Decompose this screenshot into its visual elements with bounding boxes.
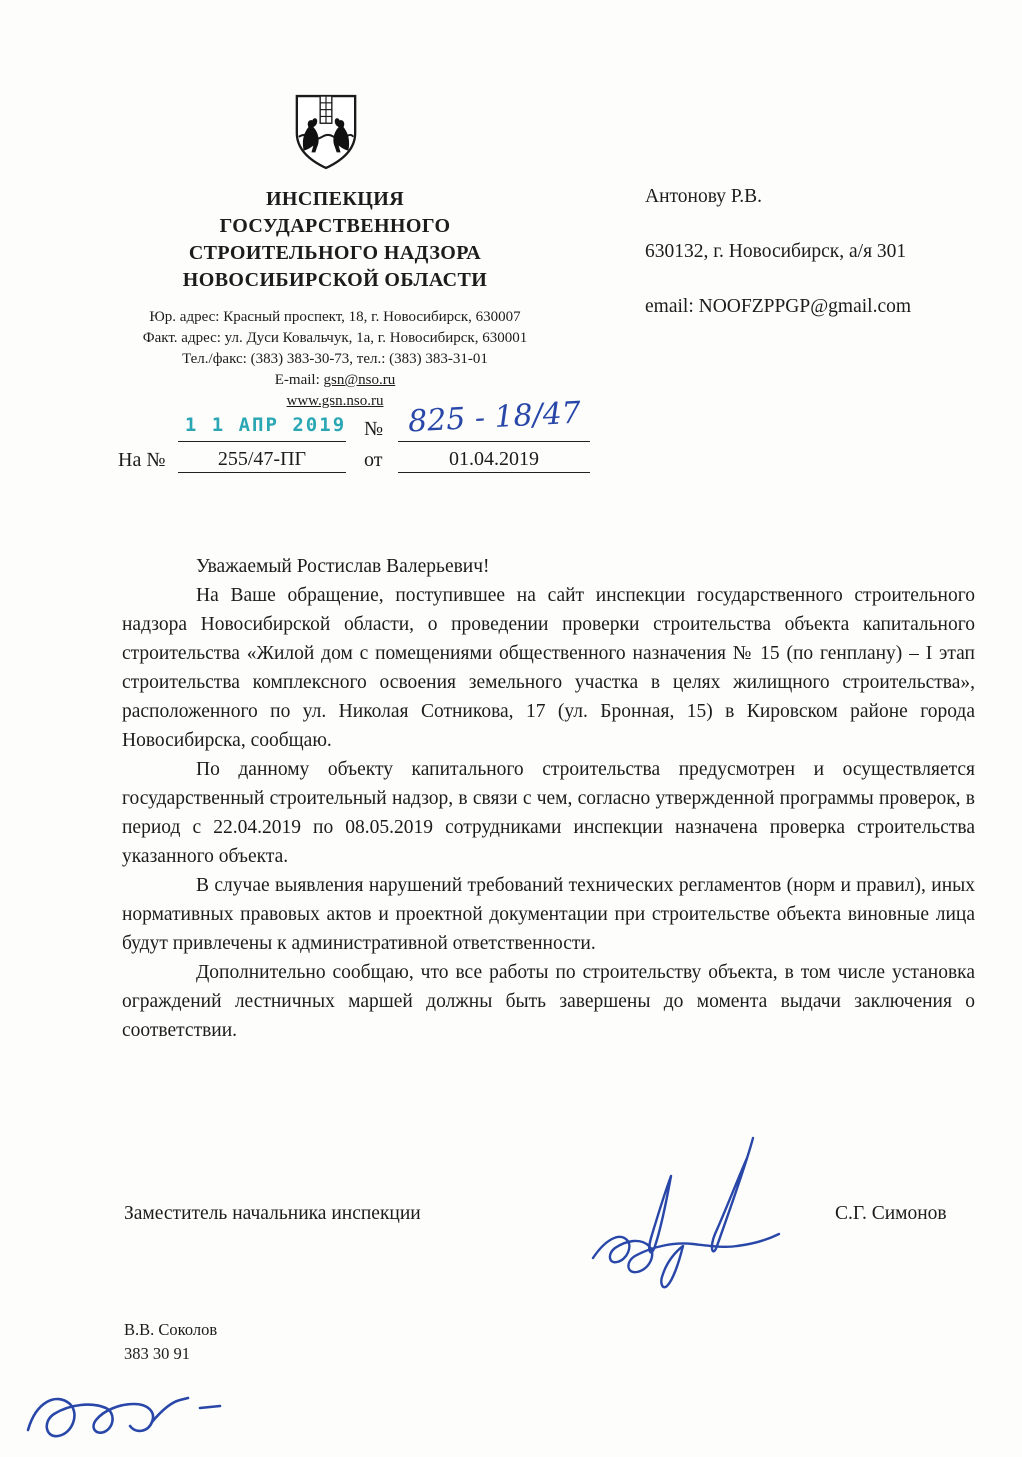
salutation: Уважаемый Ростислав Валерьевич! [196, 556, 490, 577]
executor-name: В.В. Соколов [124, 1320, 218, 1339]
legal-address: Юр. адрес: Красный проспект, 18, г. Новосибирск, 630007 [149, 309, 521, 325]
paragraph-4: Дополнительно сообщаю, что все работы по строительству объекта, в том числе установка ограждений лестничных маршей должны быть завершены до момента выдачи заключения о соответствии. [122, 962, 975, 1041]
incoming-number: 255/47-ПГ [217, 448, 307, 470]
executor-phone: 383 30 91 [124, 1344, 190, 1363]
recipient-block [645, 186, 985, 351]
incoming-date: 01.04.2019 [449, 448, 539, 470]
registration-date-stamp: 1 1 АПР 2019 [184, 414, 347, 436]
org-website-link: www.gsn.nso.ru [286, 393, 384, 409]
paragraph-2: По данному объекту капитального строительства предусмотрен и осуществляется государственный строительный надзор, в связи с чем, согласно утвержденной программы проверок, в период с 22.04.2019 по 08.05.2019 сотрудниками инспекции назначена проверка строительства указанного объекта. [122, 759, 975, 867]
letter-body [122, 552, 975, 1045]
underline [178, 441, 346, 442]
signer-position: Заместитель начальника инспекции [124, 1203, 421, 1224]
org-email-link: gsn@nso.ru [323, 372, 396, 388]
org-email-row [85, 370, 585, 391]
org-contacts [85, 307, 585, 412]
recipient-name: Антонову Р.В. [645, 186, 763, 207]
org-name [85, 186, 585, 294]
paragraph-3: В случае выявления нарушений требований технических регламентов (норм и правил), иных нормативных правовых актов и проектной документации при строительстве объекта виновные лица будут привлечены к административной ответственности. [122, 875, 975, 954]
signer-name: С.Г. Симонов [835, 1203, 947, 1224]
org-name-line-4: НОВОСИБИРСКОЙ ОБЛАСТИ [182, 269, 488, 291]
underline [398, 441, 590, 442]
email-label: E-mail: [274, 372, 324, 388]
letterhead [85, 186, 585, 412]
coat-of-arms-icon [291, 92, 361, 172]
org-phone: Тел./факс: (383) 383-30-73, тел.: (383) 383-31-01 [182, 351, 488, 367]
outgoing-number-label: № [364, 418, 384, 440]
underline [178, 472, 346, 473]
outgoing-number-handwritten: 825 - 18/47 [407, 395, 582, 440]
incoming-number-label: На № [118, 449, 166, 471]
paragraph-1: На Ваше обращение, поступившее на сайт инспекции государственного строительного надзора Новосибирской области, о проведении проверки строительства объекта капитального строительства «Жилой дом с помещениями общественного назначения № 15 (по генплану) – I этап строительства комплексного освоения земельного участка в целях жилищного строительства», расположенного по ул. Николая Сотникова, 17 (ул. Бронная, 15) в Кировском районе города Новосибирска, сообщаю. [122, 585, 975, 751]
actual-address: Факт. адрес: ул. Дуси Ковальчук, 1а, г. Новосибирск, 630001 [142, 330, 528, 346]
recipient-email: email: NOOFZPPGP@gmail.com [645, 296, 912, 317]
from-date-label: от [364, 449, 383, 471]
signature-ink [575, 1128, 790, 1296]
org-name-line-1: ИНСПЕКЦИЯ [265, 188, 405, 210]
org-name-line-2: ГОСУДАРСТВЕННОГО [219, 215, 451, 237]
executor-block [124, 1318, 217, 1366]
org-name-line-3: СТРОИТЕЛЬНОГО НАДЗОРА [188, 242, 482, 264]
recipient-address: 630132, г. Новосибирск, а/я 301 [645, 241, 907, 262]
underline [398, 472, 590, 473]
handwritten-mark-ink [18, 1378, 228, 1456]
